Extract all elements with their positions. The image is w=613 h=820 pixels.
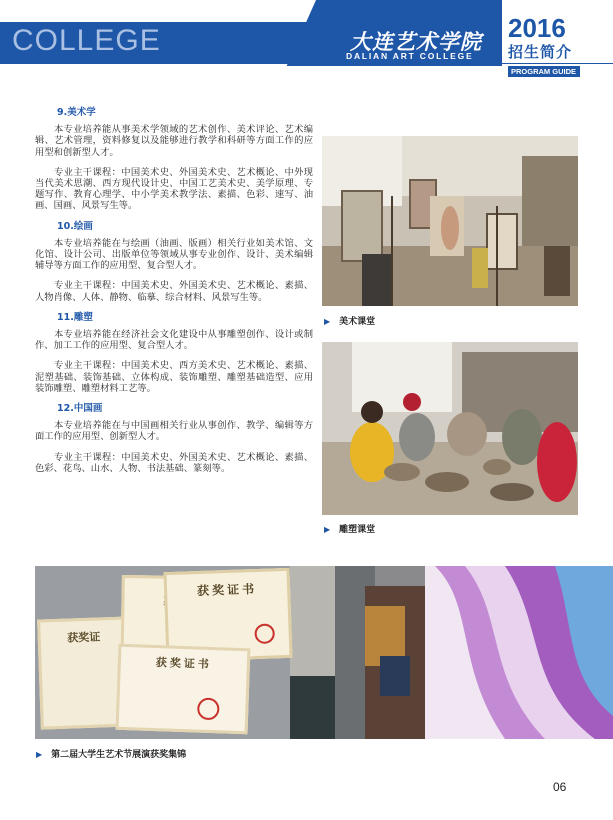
section-title: 12.中国画	[57, 403, 103, 415]
section-paragraph: 本专业培养能在与中国画相关行业从事创作、教学、编辑等方面工作的应用型、创新型人才。	[35, 420, 313, 443]
header-divider	[0, 63, 613, 64]
red-seal-icon	[254, 623, 275, 644]
red-seal-icon	[197, 698, 220, 721]
section-sculpture	[35, 312, 313, 394]
triangle-bullet-icon: ▶	[324, 317, 331, 326]
triangle-bullet-icon: ▶	[324, 525, 331, 534]
section-paragraph: 专业主干课程：中国美术史、外国美术史、艺术概论、素描、色彩、花鸟、山水、人物、书法基础、篆刻等。	[35, 451, 313, 474]
awards-collage	[35, 566, 613, 739]
certificate-title: 获奖证	[67, 630, 101, 645]
award-certificate	[116, 644, 251, 735]
sculpture-class-photo	[322, 342, 578, 515]
college-watermark: COLLEGE	[12, 24, 161, 57]
awards-caption	[36, 747, 186, 760]
certificate-title: 获奖证书	[196, 581, 258, 599]
school-name-english: DALIAN ART COLLEGE	[346, 51, 474, 61]
art-class-photo	[322, 136, 578, 306]
section-paragraph: 本专业培养能在经济社会文化建设中从事雕塑创作、设计或制作、加工工作的应用型、复合型人才。	[35, 329, 313, 352]
program-guide-tag: PROGRAM GUIDE	[508, 66, 580, 77]
section-title: 11.雕塑	[57, 311, 93, 323]
page-number: 06	[553, 780, 567, 794]
section-title: 10.绘画	[57, 220, 93, 232]
certificate-title: 获奖证书	[155, 656, 213, 671]
section-paragraph: 本专业培养能在与绘画（油画、版画）相关行业如美术馆、文化馆、设计公司、出版单位等领域从事专业创作、设计、美术编辑辅导等方面工作的应用型、复合型人才。	[35, 237, 313, 272]
majors-text-column	[35, 107, 313, 483]
section-paragraph: 专业主干课程：中国美术史、外国美术史、艺术概论、中外现当代美术思潮、西方现代设计史、中国工艺美术史、美学原理、专题写作、教育心理学、中小学美术教学法、素描、色彩、速写、油画、国画、风景写生等。	[35, 166, 313, 212]
caption-text: 第二届大学生艺术节展演获奖集锦	[51, 750, 187, 760]
section-painting	[35, 221, 313, 303]
school-name-calligraphy: 大连艺术学院	[350, 29, 482, 54]
section-chinese-painting	[35, 403, 313, 474]
caption-text: 美术课堂	[339, 317, 376, 327]
sculpture-class-caption	[324, 522, 375, 535]
section-title: 9.美术学	[57, 107, 96, 118]
year-label: 2016	[508, 13, 566, 43]
section-fine-arts	[35, 107, 313, 212]
section-paragraph: 专业主干课程：中国美术史、外国美术史、艺术概论、素描、人物肖像、人体、静物、临摹、综合材料、风景写生等。	[35, 280, 313, 303]
section-paragraph: 本专业培养能从事美术学领域的艺术创作、美术评论、艺术编辑、艺术管理，资料修复以及能够进行教学和科研等方面工作的应用型和创新型人才。	[35, 124, 313, 158]
caption-text: 雕塑课堂	[339, 525, 376, 535]
guide-title: 招生简介	[508, 43, 573, 61]
art-class-caption	[324, 314, 375, 327]
section-paragraph: 专业主干课程：中国美术史、西方美术史、艺术概论、素描、泥塑基础、装饰基础、立体构成、装饰雕塑、雕塑基础造型、应用装饰雕塑、雕塑材料工艺等。	[35, 360, 313, 394]
triangle-bullet-icon: ▶	[36, 750, 43, 759]
